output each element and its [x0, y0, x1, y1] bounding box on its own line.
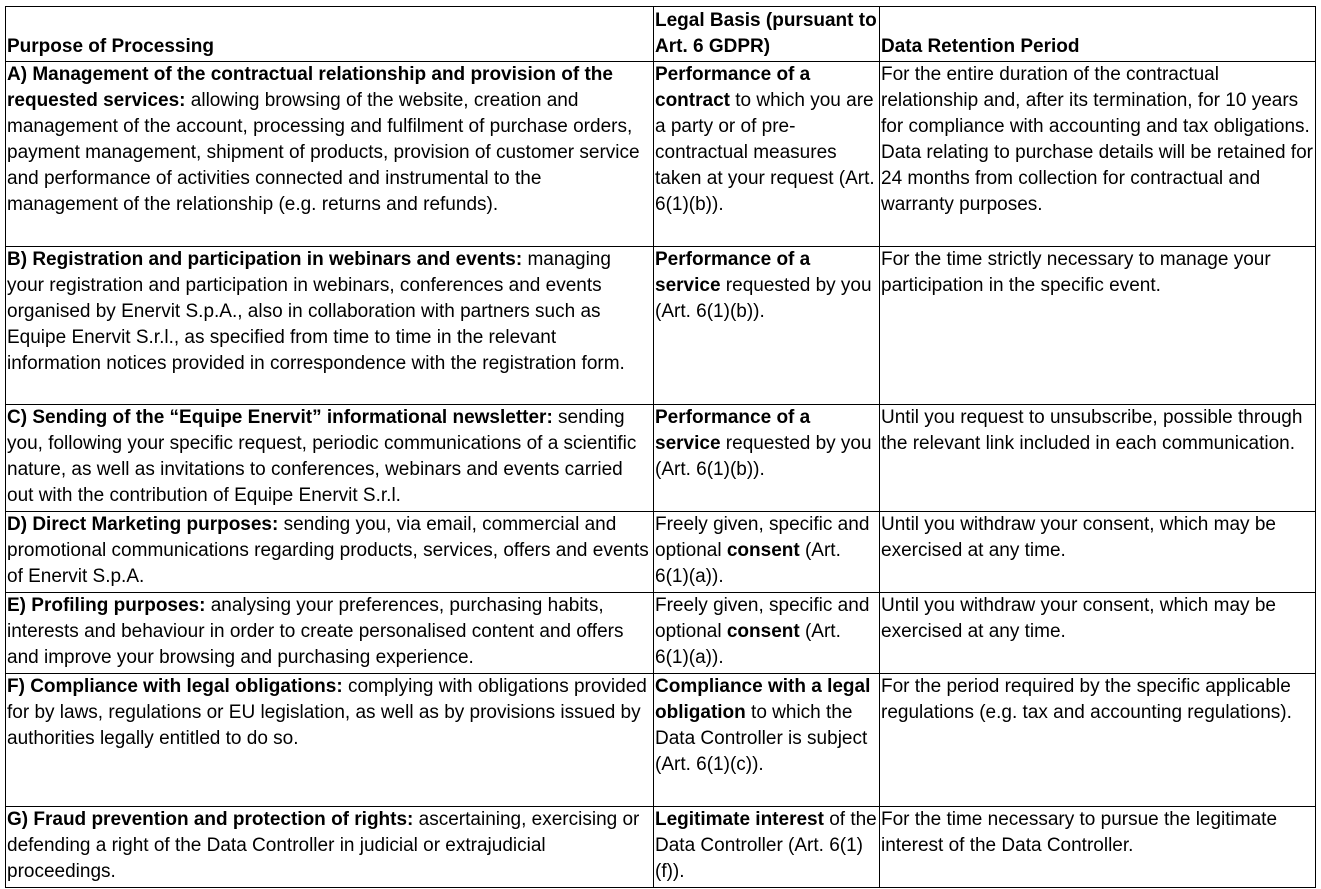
- retention-cell: For the entire duration of the contractual relationship and, after its termination, for 10 years for compliance with accounting and tax obligations. Data relating to purchase details will be retained for 24 months from collection for contractual and warranty purposes.: [880, 62, 1316, 247]
- purpose-cell: [6, 512, 654, 593]
- legal-basis-post: to which you are a party or of pre-contractual measures taken at your request (Art. 6(1)(b)).: [655, 90, 875, 215]
- purpose-description: sending you, following your specific request, periodic communications of a scientific nature, as well as invitations to conferences, webinars and events carried out with the contribution of Equipe Enervit S.r.l.: [7, 407, 637, 506]
- purpose-description: complying with obligations provided for by laws, regulations or EU legislation, as well as by provisions issued by authorities legally entitled to do so.: [7, 676, 647, 749]
- table-header-row: [6, 7, 1316, 62]
- table-row: [6, 807, 1316, 888]
- legal-basis-pre: Freely given, specific and optional: [655, 514, 870, 561]
- purpose-cell: [6, 247, 654, 405]
- purpose-title: F) Compliance with legal obligations:: [7, 676, 343, 697]
- legal-basis-pre: Freely given, specific and optional: [655, 595, 870, 642]
- legal-basis-key: consent: [726, 621, 800, 642]
- table-row: [6, 512, 1316, 593]
- retention-cell: Until you withdraw your consent, which may be exercised at any time.: [880, 593, 1316, 674]
- header-retention: Data Retention Period: [880, 7, 1316, 62]
- purpose-title: G) Fraud prevention and protection of rights:: [7, 809, 414, 830]
- purpose-title: E) Profiling purposes:: [7, 595, 206, 616]
- purpose-cell: [6, 405, 654, 512]
- purpose-cell: [6, 62, 654, 247]
- table-row: [6, 247, 1316, 405]
- purpose-cell: [6, 807, 654, 888]
- legal-basis-key: Performance of a service: [655, 249, 811, 296]
- legal-basis-key: consent: [726, 540, 800, 561]
- purpose-title: D) Direct Marketing purposes:: [7, 514, 279, 535]
- purpose-description: allowing browsing of the website, creation and management of the account, processing and fulfilment of purchase orders, payment management, shipment of products, provision of customer service and performance of activities connected and instrumental to the management of the relationship (e.g. returns and refunds).: [7, 90, 640, 215]
- header-legal-basis: Legal Basis (pursuant to Art. 6 GDPR): [654, 7, 880, 62]
- retention-cell: For the time strictly necessary to manage your participation in the specific event.: [880, 247, 1316, 405]
- legal-basis-post: to which the Data Controller is subject (Art. 6(1)(c)).: [655, 702, 868, 775]
- legal-basis-cell: [654, 807, 880, 888]
- retention-cell: For the period required by the specific applicable regulations (e.g. tax and accounting regulations).: [880, 674, 1316, 807]
- legal-basis-key: Performance of a contract: [655, 64, 811, 111]
- table-row: [6, 405, 1316, 512]
- retention-cell: Until you withdraw your consent, which may be exercised at any time.: [880, 512, 1316, 593]
- purpose-cell: [6, 674, 654, 807]
- legal-basis-post: (Art. 6(1)(a)).: [655, 540, 841, 587]
- purpose-title: B) Registration and participation in webinars and events:: [7, 249, 523, 270]
- processing-purposes-table: [5, 6, 1316, 888]
- purpose-cell: [6, 593, 654, 674]
- table-row: [6, 593, 1316, 674]
- table-row: [6, 674, 1316, 807]
- legal-basis-key: Legitimate interest: [655, 809, 824, 830]
- purpose-description: managing your registration and participation in webinars, conferences and events organised by Enervit S.p.A., also in collaboration with partners such as Equipe Enervit S.r.l., as specified from time to time in the relevant information notices provided in correspondence with the registration form.: [7, 249, 625, 374]
- legal-basis-key: Compliance with a legal obligation: [655, 676, 871, 723]
- legal-basis-post: requested by you (Art. 6(1)(b)).: [655, 275, 872, 322]
- legal-basis-post: of the Data Controller (Art. 6(1)(f)).: [655, 809, 877, 882]
- legal-basis-cell: [654, 674, 880, 807]
- legal-basis-cell: [654, 512, 880, 593]
- legal-basis-cell: [654, 247, 880, 405]
- legal-basis-cell: [654, 593, 880, 674]
- legal-basis-post: requested by you (Art. 6(1)(b)).: [655, 433, 872, 480]
- legal-basis-post: (Art. 6(1)(a)).: [655, 621, 841, 668]
- legal-basis-key: Performance of a service: [655, 407, 811, 454]
- purpose-description: sending you, via email, commercial and promotional communications regarding products, services, offers and events of Enervit S.p.A.: [7, 514, 649, 587]
- legal-basis-cell: [654, 62, 880, 247]
- purpose-title: A) Management of the contractual relationship and provision of the requested services:: [7, 64, 613, 111]
- purpose-description: analysing your preferences, purchasing habits, interests and behaviour in order to create personalised content and offers and improve your browsing and purchasing experience.: [7, 595, 624, 668]
- retention-cell: For the time necessary to pursue the legitimate interest of the Data Controller.: [880, 807, 1316, 888]
- legal-basis-cell: [654, 405, 880, 512]
- purpose-title: C) Sending of the “Equipe Enervit” informational newsletter:: [7, 407, 553, 428]
- purpose-description: ascertaining, exercising or defending a right of the Data Controller in judicial or extrajudicial proceedings.: [7, 809, 640, 882]
- header-purpose: Purpose of Processing: [6, 7, 654, 62]
- retention-cell: Until you request to unsubscribe, possible through the relevant link included in each communication.: [880, 405, 1316, 512]
- table-row: [6, 62, 1316, 247]
